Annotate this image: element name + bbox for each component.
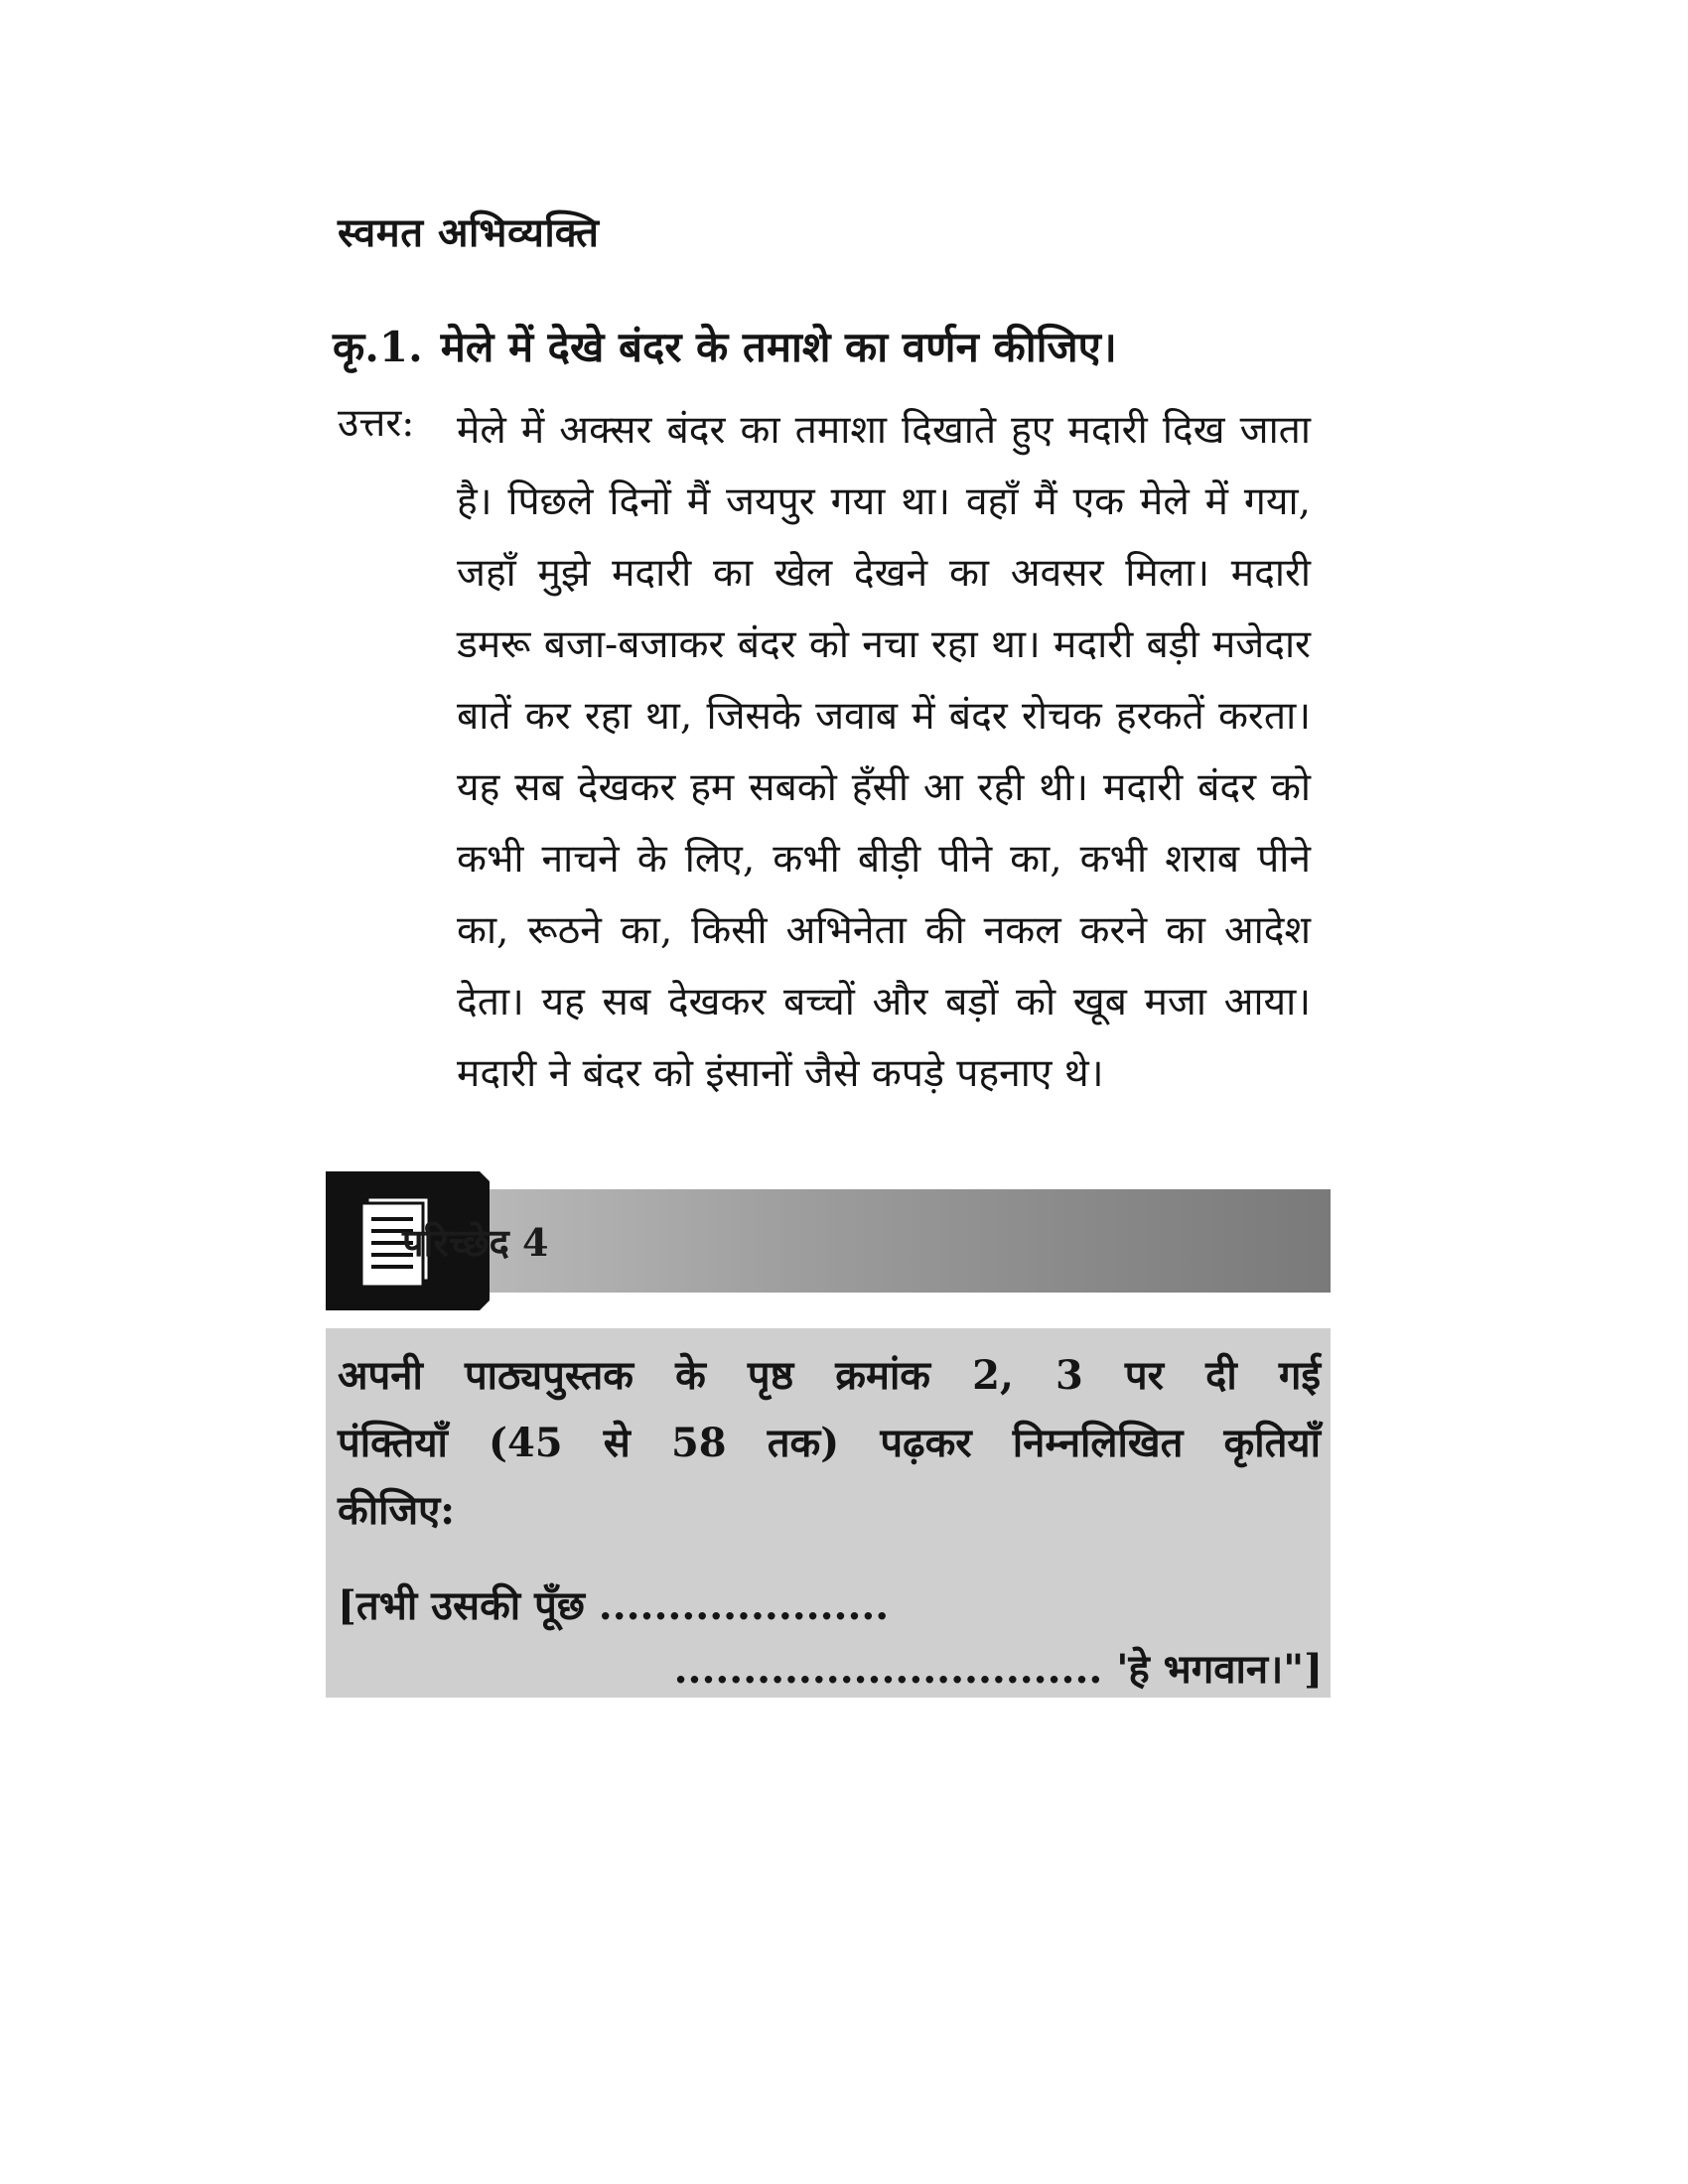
question [333,318,1326,374]
instruction-text [338,1342,1321,1545]
instruction-line-2: पंक्तियाँ (45 से 58 तक) पढ़कर निम्नलिखित कृतियाँ [338,1420,1321,1466]
answer-text: मेले में अक्सर बंदर का तमाशा दिखाते हुए मदारी दिख जाता है। पिछले दिनों मैं जयपुर गया था। वहाँ मैं एक मेले में गया, जहाँ मुझे मदारी का खेल देखने का अवसर मिला। मदारी डमरू बजा-बजाकर बंदर को नचा रहा था। मदारी बड़ी मजेदार बातें कर रहा था, जिसके जवाब में बंदर रोचक हरकतें करता। यह सब देखकर हम सबको हँसी आ रही थी। मदारी बंदर को कभी नाचने के लिए, कभी बीड़ी पीने का, कभी शराब पीने का, रूठने का, किसी अभिनेता की नकल करने का आदेश देता। यह सब देखकर बच्चों और बड़ों को खूब मजा आया। मदारी ने बंदर को इंसानों जैसे कपड़े पहनाए थे। [457,408,1311,1096]
question-text: मेले में देखे बंदर के तमाशे का वर्णन कीजिए। [440,323,1117,371]
excerpt-end: ............................... 'हे भगवान।"] [673,1646,1323,1693]
instruction-line-1: अपनी पाठ्यपुस्तक के पृष्ठ क्रमांक 2, 3 पर दी गई [338,1352,1321,1399]
excerpt-start: [तभी उसकी पूँछ ..................... [338,1582,890,1629]
instruction-line-3: कीजिए: [338,1487,456,1534]
answer-label: उत्तर: [338,401,415,446]
banner-bar [475,1189,1331,1293]
question-number: कृ.1. [333,323,423,371]
section-heading: स्वमत अभिव्यक्ति [338,209,600,256]
banner-title: परिच्छेद 4 [402,1220,549,1265]
